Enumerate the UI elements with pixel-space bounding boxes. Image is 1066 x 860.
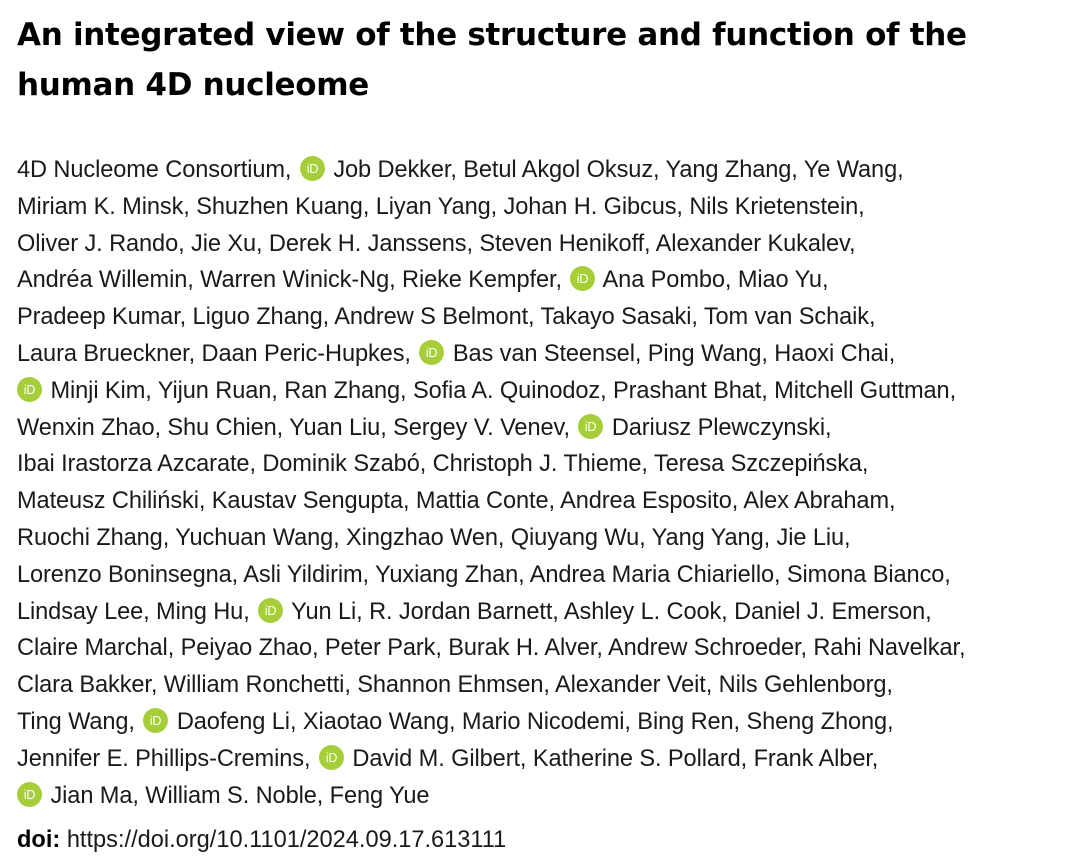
author-names: Claire Marchal, Peiyao Zhao, Peter Park, Burak H. Alver, Andrew Schroeder, Rahi Navelkar, [17, 635, 966, 662]
author-line [17, 410, 1066, 447]
author-line [17, 667, 1066, 704]
author-names: Lindsay Lee, Ming Hu, [17, 598, 250, 625]
author-line [17, 299, 1066, 336]
author-names: Mateusz Chiliński, Kaustav Sengupta, Mattia Conte, Andrea Esposito, Alex Abraham, [17, 488, 896, 515]
svg-text:iD: iD [585, 419, 597, 434]
author-names: Job Dekker, Betul Akgol Oksuz, Yang Zhang, Ye Wang, [333, 157, 904, 183]
author-names: Ting Wang, [17, 708, 135, 735]
orcid-icon[interactable] [419, 340, 444, 365]
author-names: Wenxin Zhao, Shu Chien, Yuan Liu, Sergey V. Venev, [17, 414, 570, 441]
orcid-icon[interactable] [17, 377, 42, 402]
author-line [17, 373, 1066, 410]
author-line [17, 262, 1066, 299]
author-names: Bas van Steensel, Ping Wang, Haoxi Chai, [452, 340, 896, 367]
author-names: Yun Li, R. Jordan Barnett, Ashley L. Cook, Daniel J. Emerson, [291, 598, 932, 625]
svg-text:iD: iD [577, 272, 589, 287]
orcid-icon[interactable] [300, 156, 325, 181]
orcid-icon[interactable] [570, 266, 595, 291]
author-names: Pradeep Kumar, Liguo Zhang, Andrew S Belmont, Takayo Sasaki, Tom van Schaik, [17, 304, 876, 331]
author-line [17, 226, 1066, 263]
orcid-icon[interactable] [143, 708, 168, 733]
author-line [17, 630, 1066, 667]
svg-text:iD: iD [23, 787, 36, 802]
author-line [17, 336, 1066, 373]
author-names: Ana Pombo, Miao Yu, [602, 267, 829, 294]
svg-text:iD: iD [150, 713, 162, 728]
article-title-line-1: An integrated view of the structure and function of the [17, 17, 967, 53]
svg-text:iD: iD [306, 161, 319, 176]
orcid-icon[interactable] [258, 598, 283, 623]
author-line [17, 446, 1066, 483]
svg-text:iD: iD [325, 750, 338, 765]
article-title-line-2: human 4D nucleome [17, 67, 370, 103]
author-names: Oliver J. Rando, Jie Xu, Derek H. Janssens, Steven Henikoff, Alexander Kukalev, [17, 230, 856, 257]
orcid-icon[interactable] [578, 414, 603, 439]
author-line [17, 594, 1066, 631]
author-line [17, 520, 1066, 557]
doi-label: doi: [17, 827, 61, 853]
author-names: Andréa Willemin, Warren Winick-Ng, Rieke Kempfer, [17, 267, 562, 294]
author-names: David M. Gilbert, Katherine S. Pollard, Frank Alber, [352, 745, 879, 772]
orcid-icon[interactable] [319, 745, 344, 770]
orcid-icon[interactable] [17, 782, 42, 807]
author-line [17, 189, 1066, 226]
author-names: Jennifer E. Phillips-Cremins, [17, 745, 311, 772]
author-names: Daofeng Li, Xiaotao Wang, Mario Nicodemi, Bing Ren, Sheng Zhong, [176, 708, 894, 735]
doi-line [17, 822, 506, 858]
svg-text:iD: iD [264, 603, 277, 618]
doi-link[interactable]: https://doi.org/10.1101/2024.09.17.613111 [66, 827, 507, 853]
author-names: Lorenzo Boninsegna, Asli Yildirim, Yuxiang Zhan, Andrea Maria Chiariello, Simona Bianco, [17, 561, 951, 588]
author-names: Dariusz Plewczynski, [611, 414, 832, 441]
author-names: Laura Brueckner, Daan Peric-Hupkes, [17, 340, 411, 367]
author-line [17, 704, 1066, 741]
author-names: 4D Nucleome Consortium, [17, 157, 292, 183]
author-line [17, 483, 1066, 520]
svg-text:iD: iD [426, 345, 438, 360]
author-names: Ruochi Zhang, Yuchuan Wang, Xingzhao Wen, Qiuyang Wu, Yang Yang, Jie Liu, [17, 524, 851, 551]
author-names: Miriam K. Minsk, Shuzhen Kuang, Liyan Yang, Johan H. Gibcus, Nils Krietenstein, [17, 193, 865, 220]
author-line [17, 152, 1066, 189]
svg-text:iD: iD [23, 382, 36, 397]
author-line [17, 778, 1066, 815]
author-names: Ibai Irastorza Azcarate, Dominik Szabó, Christoph J. Thieme, Teresa Szczepińska, [17, 451, 869, 478]
article-title [17, 10, 1057, 110]
author-line [17, 741, 1066, 778]
author-names: Jian Ma, William S. Noble, Feng Yue [50, 782, 430, 809]
author-names: Minji Kim, Yijun Ruan, Ran Zhang, Sofia A. Quinodoz, Prashant Bhat, Mitchell Guttman, [50, 377, 957, 404]
author-names: Clara Bakker, William Ronchetti, Shannon Ehmsen, Alexander Veit, Nils Gehlenborg, [17, 672, 893, 699]
author-list [17, 152, 1066, 814]
author-line [17, 557, 1066, 594]
